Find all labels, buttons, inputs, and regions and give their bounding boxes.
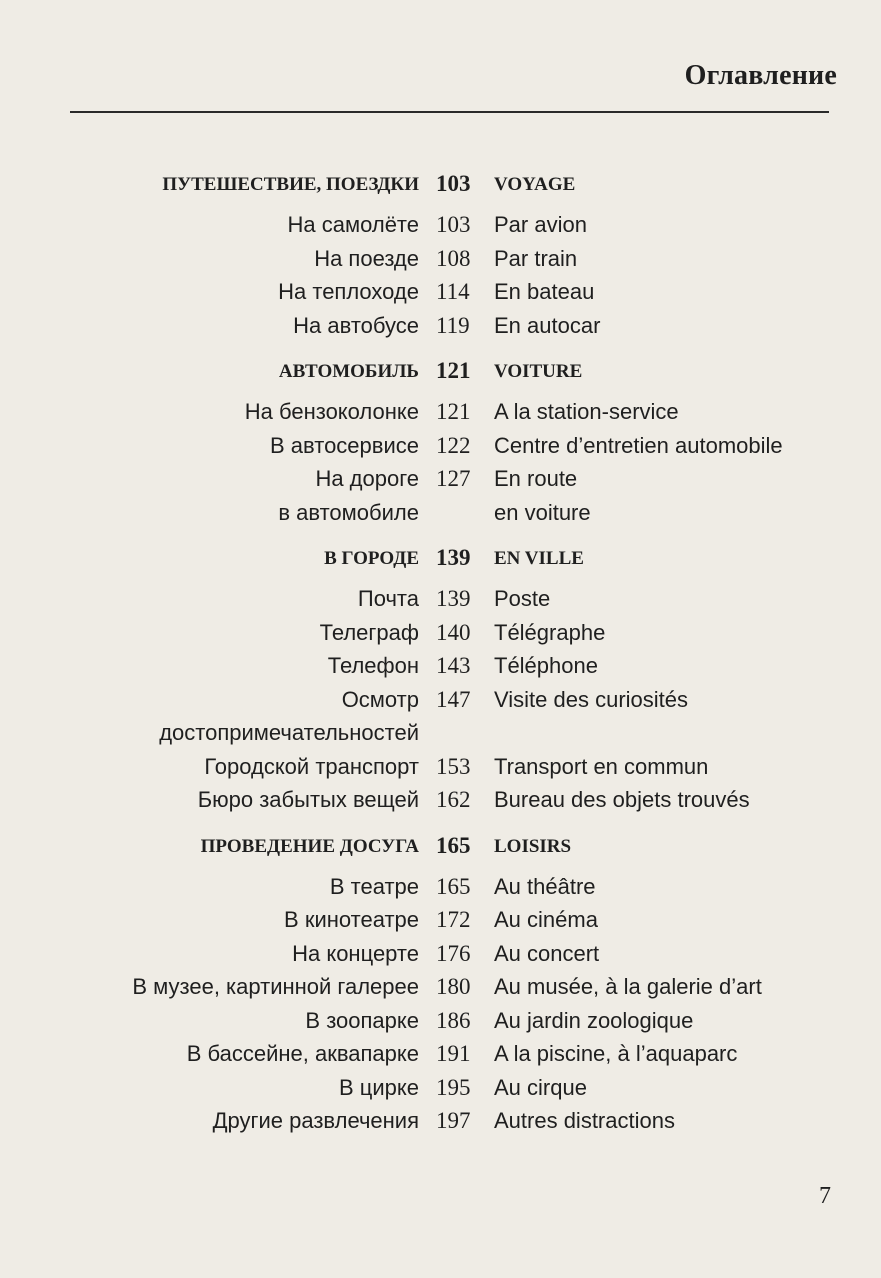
toc-section-row: [0, 830, 881, 871]
toc-french-title: VOITURE: [494, 361, 583, 382]
toc-section-row: [0, 168, 881, 209]
toc-french-title: Au concert: [494, 940, 600, 966]
toc-page-number: 153: [436, 753, 471, 779]
toc-row: [0, 1005, 881, 1039]
toc-page-number: 103: [436, 212, 471, 237]
toc-page-number: 122: [436, 432, 471, 458]
toc-russian-title: Телефон: [327, 653, 419, 678]
toc-page-number: 119: [436, 312, 470, 338]
toc-russian-title: В цирке: [338, 1074, 419, 1100]
toc-row: [0, 583, 881, 617]
toc-russian-title: В ГОРОДЕ: [324, 548, 419, 569]
toc-russian-title: В театре: [329, 873, 419, 899]
toc-page-number: 121: [436, 399, 471, 424]
toc-french-title: Au cirque: [494, 1074, 587, 1100]
toc-row: [0, 684, 881, 718]
table-of-contents: [0, 168, 881, 1139]
toc-russian-title: В кинотеатре: [284, 907, 419, 932]
toc-french-title: En autocar: [494, 312, 601, 338]
toc-row: [0, 1038, 881, 1072]
toc-russian-title: В бассейне, аквапарке: [186, 1041, 419, 1066]
toc-row: [0, 784, 881, 818]
toc-page-number: 165: [436, 873, 471, 899]
toc-page-number: 127: [436, 466, 471, 491]
toc-page-number: 114: [436, 279, 470, 304]
toc-row: [0, 463, 881, 497]
toc-french-title: Par train: [494, 245, 578, 271]
toc-russian-title: Другие развлечения: [212, 1108, 419, 1133]
toc-russian-title: На дороге: [315, 466, 419, 491]
toc-page-number: 140: [436, 619, 471, 645]
toc-french-title: Au musée, à la galerie d’art: [494, 974, 762, 999]
toc-french-title: EN VILLE: [494, 548, 584, 569]
toc-french-title: A la piscine, à l’aquaparc: [494, 1041, 738, 1066]
toc-page-number: 180: [436, 974, 471, 999]
toc-row: [0, 904, 881, 938]
toc-page-number: 172: [436, 907, 471, 932]
toc-page-number: 139: [436, 545, 471, 570]
toc-row: [0, 751, 881, 785]
toc-french-title: Au théâtre: [494, 873, 596, 899]
toc-french-title: en voiture: [494, 499, 591, 525]
toc-french-title: Téléphone: [494, 653, 598, 678]
toc-page-number: 103: [436, 171, 471, 196]
toc-row: [0, 717, 881, 751]
toc-russian-title: На самолёте: [287, 212, 419, 237]
toc-page-number: 176: [436, 940, 471, 966]
toc-russian-title: Городской транспорт: [204, 753, 419, 779]
toc-russian-title: На концерте: [292, 940, 419, 966]
toc-page-number: 162: [436, 787, 471, 812]
toc-page-number: 147: [436, 686, 471, 712]
toc-row: [0, 1072, 881, 1106]
toc-french-title: Au cinéma: [494, 907, 598, 932]
toc-russian-title: В автосервисе: [270, 432, 419, 458]
toc-page-number: 143: [436, 653, 471, 678]
toc-russian-title: Бюро забытых вещей: [197, 787, 419, 812]
toc-page-number: 186: [436, 1007, 471, 1033]
toc-page-number: 165: [436, 832, 471, 858]
toc-row: [0, 396, 881, 430]
toc-row: [0, 650, 881, 684]
toc-russian-title: Почта: [357, 586, 419, 611]
toc-russian-title: достопримечательностей: [159, 720, 419, 745]
toc-row: [0, 243, 881, 277]
toc-row: [0, 310, 881, 344]
toc-section-row: [0, 355, 881, 396]
toc-french-title: Au jardin zoologique: [494, 1007, 694, 1033]
toc-page-number: 121: [436, 358, 471, 383]
toc-row: [0, 938, 881, 972]
toc-russian-title: В зоопарке: [305, 1007, 419, 1033]
toc-russian-title: Осмотр: [341, 686, 419, 712]
toc-french-title: Autres distractions: [494, 1108, 675, 1133]
toc-row: [0, 430, 881, 464]
toc-page-number: 197: [436, 1108, 471, 1133]
toc-french-title: VOYAGE: [494, 174, 576, 195]
toc-row: [0, 497, 881, 531]
toc-russian-title: ПУТЕШЕСТВИЕ, ПОЕЗДКИ: [162, 174, 419, 195]
toc-row: [0, 617, 881, 651]
toc-russian-title: в автомобиле: [278, 499, 419, 525]
toc-french-title: Bureau des objets trouvés: [494, 787, 750, 812]
toc-french-title: Par avion: [494, 212, 587, 237]
toc-russian-title: На автобусе: [293, 312, 419, 338]
toc-page-number: 195: [436, 1074, 471, 1100]
header-divider: [70, 111, 829, 113]
page-title: Оглавление: [684, 60, 837, 91]
page-number: 7: [819, 1183, 831, 1209]
toc-row: [0, 971, 881, 1005]
toc-french-title: Poste: [494, 586, 551, 611]
toc-russian-title: На поезде: [314, 245, 419, 271]
toc-russian-title: ПРОВЕДЕНИЕ ДОСУГА: [200, 835, 419, 857]
toc-russian-title: На бензоколонке: [244, 399, 419, 424]
toc-page-number: 139: [436, 586, 471, 611]
toc-row: [0, 1105, 881, 1139]
toc-french-title: LOISIRS: [494, 835, 572, 857]
toc-french-title: Centre d’entretien automobile: [494, 432, 783, 458]
toc-russian-title: На теплоходе: [278, 279, 419, 304]
toc-russian-title: Телеграф: [319, 619, 419, 645]
toc-french-title: En route: [494, 466, 578, 491]
toc-russian-title: АВТОМОБИЛЬ: [278, 361, 419, 382]
toc-french-title: Télégraphe: [494, 619, 606, 645]
toc-french-title: Transport en commun: [494, 753, 709, 779]
toc-french-title: A la station-service: [494, 399, 679, 424]
toc-row: [0, 209, 881, 243]
toc-russian-title: В музее, картинной галерее: [132, 974, 419, 999]
toc-row: [0, 871, 881, 905]
toc-page-number: 108: [436, 245, 471, 271]
toc-french-title: En bateau: [494, 279, 595, 304]
toc-french-title: Visite des curiosités: [494, 686, 689, 712]
toc-section-row: [0, 542, 881, 583]
toc-row: [0, 276, 881, 310]
toc-page-number: 191: [436, 1041, 471, 1066]
